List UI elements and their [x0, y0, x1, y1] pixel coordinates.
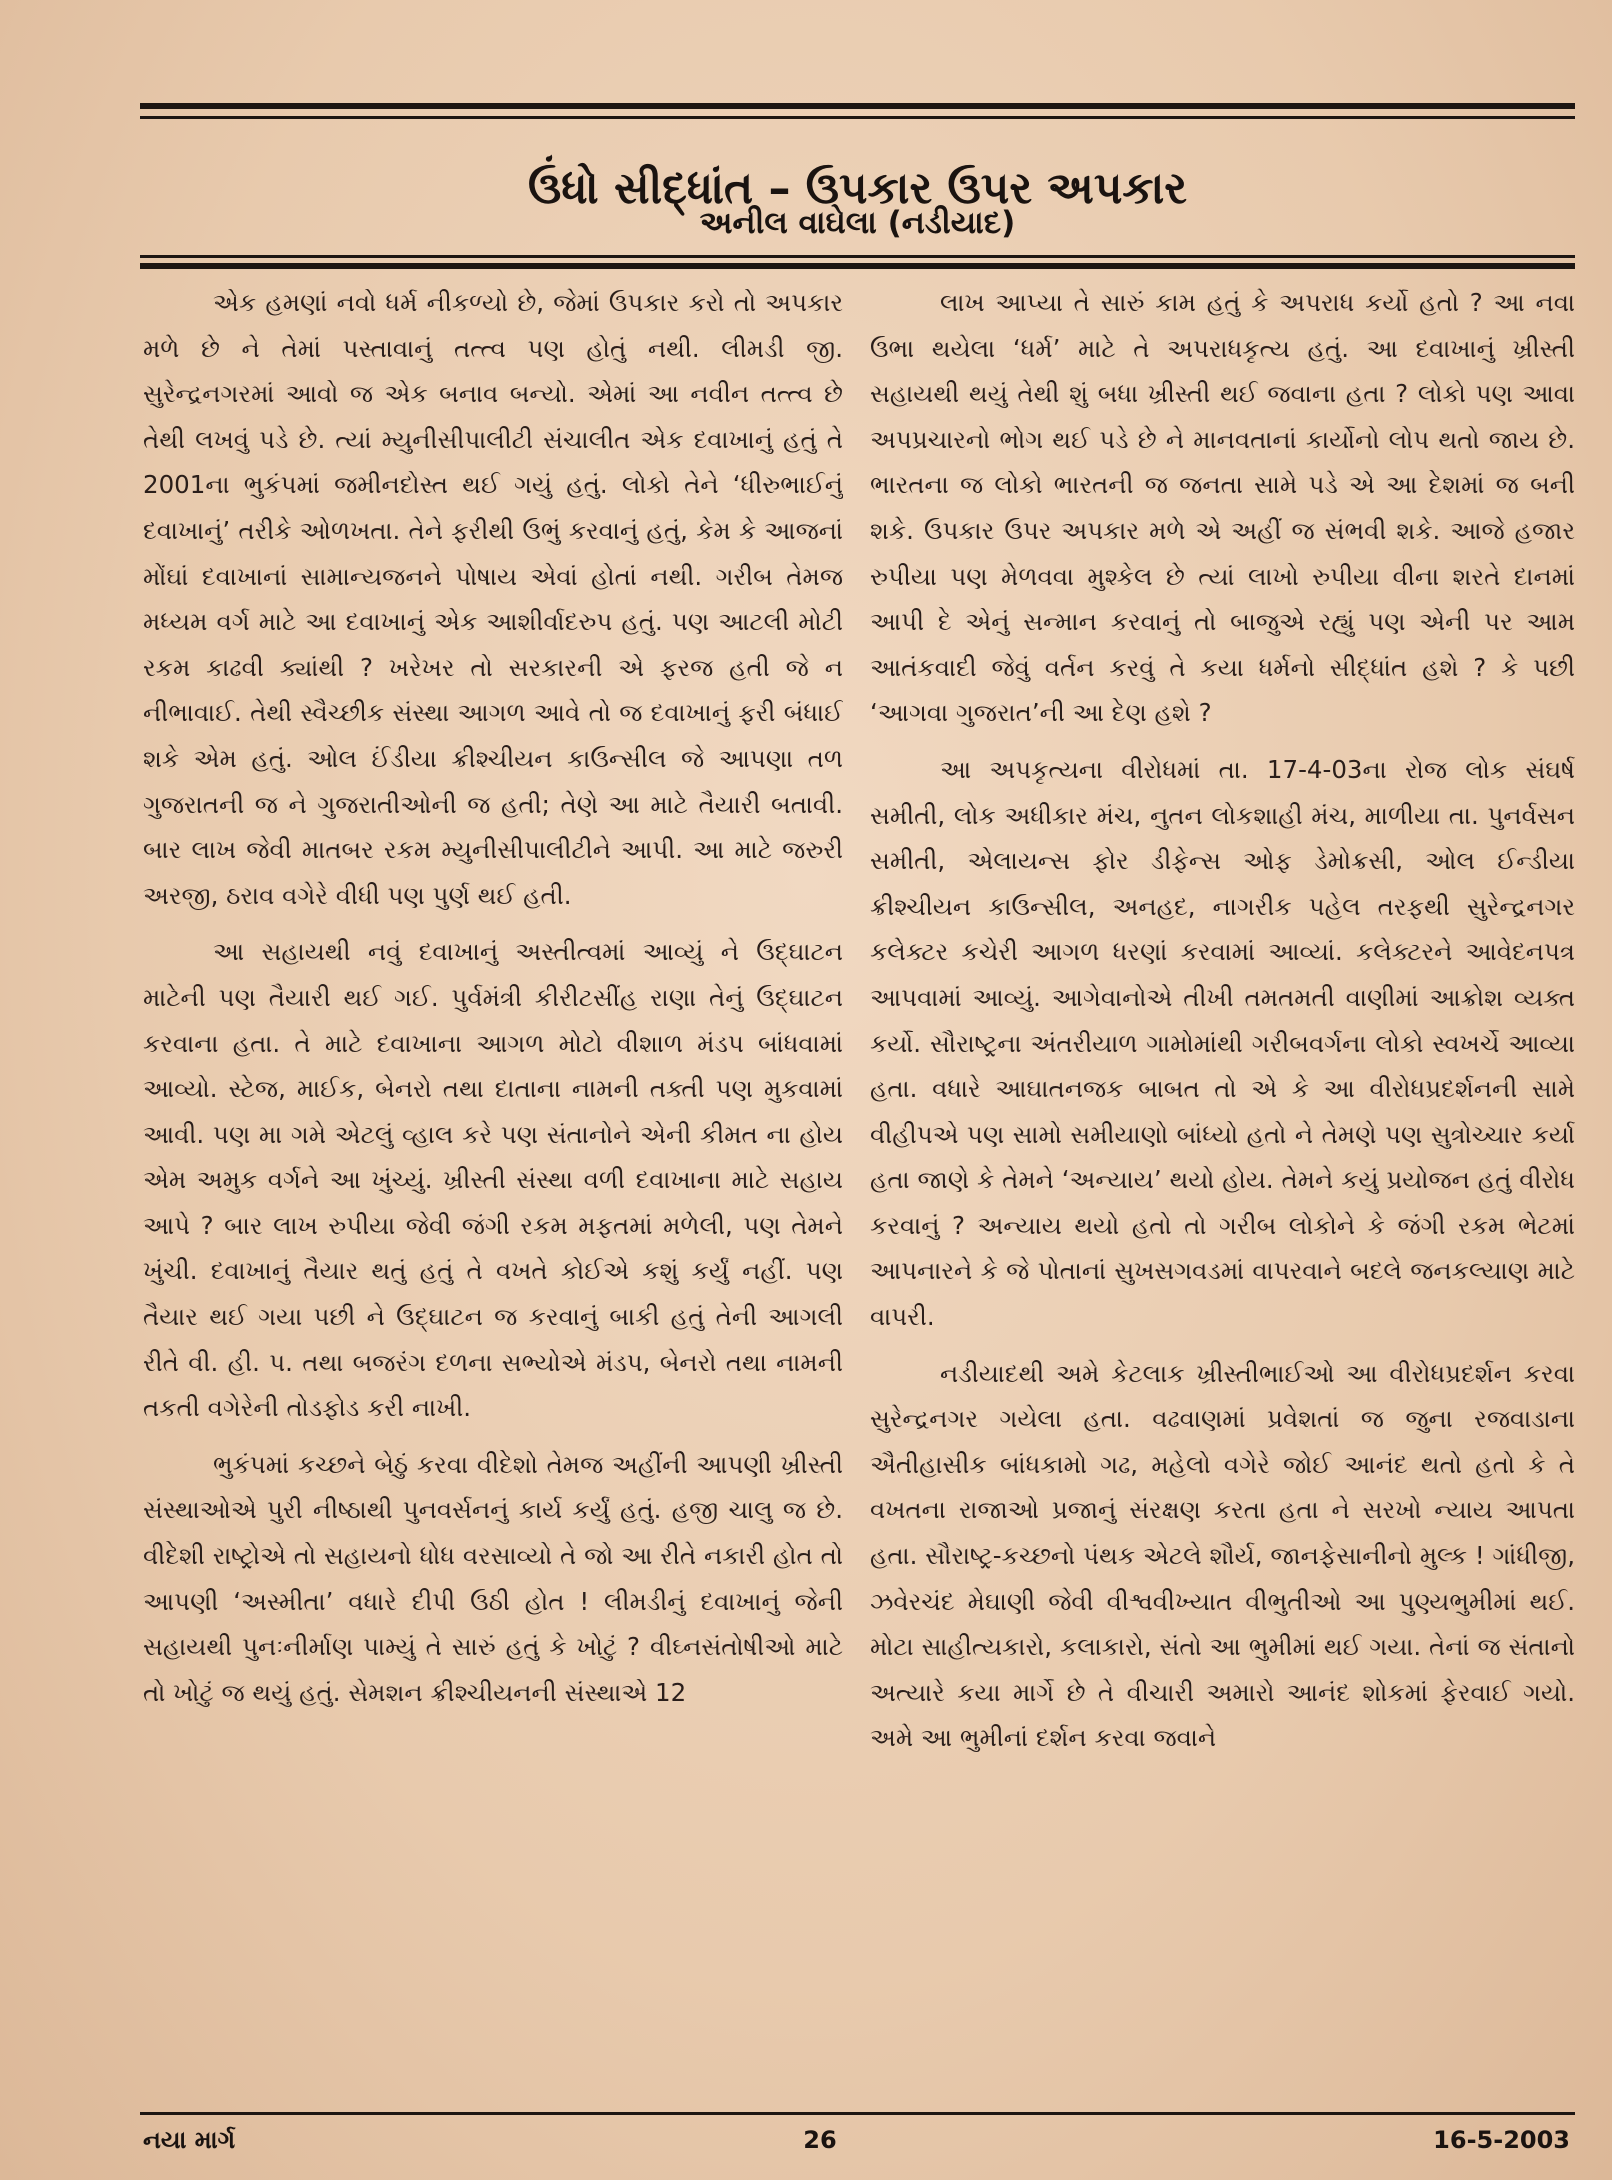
byline-rule-thick [140, 263, 1575, 269]
article-byline: અનીલ વાઘેલા (નડીયાદ) [699, 205, 1016, 241]
paragraph: આ સહાયથી નવું દવાખાનું અસ્તીત્વમાં આવ્યું ને ઉદ્ઘાટન માટેની પણ તૈયારી થઈ ગઈ. પુર્વમંત્રી કીરીટસીંહ રાણા તેનું ઉદ્ઘાટન કરવાના હતા. તે માટે દવાખાના આગળ મોટો વીશાળ મંડપ બાંધવામાં આવ્યો. સ્ટેજ, માઈક, બેનરો તથા દાતાના નામની તક્તી પણ મુકવામાં આવી. પણ મા ગમે એટલું વ્હાલ કરે પણ સંતાનોને એની કીમત ના હોય એમ અમુક વર્ગને આ ખુંચ્યું. ખ્રીસ્તી સંસ્થા વળી દવાખાના માટે સહાય આપે ? બાર લાખ રુપીયા જેવી જંગી રકમ મફતમાં મળેલી, પણ તેમને ખુંચી. દવાખાનું તૈયાર થતું હતું તે વખતે કોઈએ કશું કર્યું નહીં. પણ તૈયાર થઈ ગયા પછી ને ઉદ્ઘાટન જ કરવાનું બાકી હતું તેની આગલી રીતે વી. હી. પ. તથા બજરંગ દળના સભ્યોએ મંડપ, બેનરો તથા નામની તકતી વગેરેની તોડફોડ કરી નાખી. [143, 937, 843, 1423]
byline-rule-thin [140, 255, 1575, 258]
header-rule-thick [140, 103, 1575, 109]
footer-rule [140, 2112, 1575, 2115]
issue-date: 16-5-2003 [1433, 2126, 1570, 2154]
header-rule-thin [140, 116, 1575, 119]
article-title: ઉંધો સીદ્ધાંત – ઉપકાર ઉપર અપકાર [528, 163, 1187, 215]
paragraph: નડીયાદથી અમે કેટલાક ખ્રીસ્તીભાઈઓ આ વીરોધપ્રદર્શન કરવા સુરેન્દ્રનગર ગયેલા હતા. વઢવાણમાં પ્રવેશતાં જ જુના રજવાડાના ઐતીહાસીક બાંધકામો ગઢ, મહેલો વગેરે જોઈ આનંદ થતો હતો કે તે વખતના રાજાઓ પ્રજાનું સંરક્ષણ કરતા હતા ને સરખો ન્યાય આપતા હતા. સૌરાષ્ટ્ર-કચ્છનો પંથક એટલે શૌર્ય, જાનફેસાનીનો મુલ્ક ! ગાંધીજી, ઝવેરચંદ મેઘાણી જેવી વીશ્વવીખ્યાત વીભુતીઓ આ પુણ્યભુમીમાં થઈ. મોટા સાહીત્યકારો, કલાકારો, સંતો આ ભુમીમાં થઈ ગયા. તેનાં જ સંતાનો અત્યારે કયા માર્ગે છે તે વીચારી અમારો આનંદ શોકમાં ફેરવાઈ ગયો. અમે આ ભુમીનાં દર્શન કરવા જવાને [870, 1358, 1575, 1753]
right-column [870, 280, 1575, 2110]
page-number: 26 [803, 2126, 837, 2154]
paragraph: આ અપકૃત્યના વીરોધમાં તા. 17-4-03ના રોજ લોક સંઘર્ષ સમીતી, લોક અધીકાર મંચ, નુતન લોકશાહી મંચ, માળીયા તા. પુનર્વસન સમીતી, એલાયન્સ ફોર ડીફેન્સ ઓફ ડેમોક્રસી, ઓલ ઈન્ડીયા ક્રીશ્ચીયન કાઉન્સીલ, અનહદ, નાગરીક પહેલ તરફથી સુરેન્દ્રનગર કલેક્ટર કચેરી આગળ ધરણાં કરવામાં આવ્યાં. કલેક્ટરને આવેદનપત્ર આપવામાં આવ્યું. આગેવાનોએ તીખી તમતમતી વાણીમાં આક્રોશ વ્યક્ત કર્યો. સૌરાષ્ટ્રના અંતરીયાળ ગામોમાંથી ગરીબવર્ગના લોકો સ્વખર્ચે આવ્યા હતા. વધારે આઘાતનજક બાબત તો એ કે આ વીરોધપ્રદર્શનની સામે વીહીપએ પણ સામો સમીયાણો બાંધ્યો હતો ને તેમણે પણ સુત્રોચ્ચાર કર્યા હતા જાણે કે તેમને ‘અન્યાય’ થયો હોય. તેમને કયું પ્રયોજન હતું વીરોધ કરવાનું ? અન્યાય થયો હતો તો ગરીબ લોકોને કે જંગી રકમ ભેટમાં આપનારને કે જે પોતાનાં સુખસગવડમાં વાપરવાને બદલે જનકલ્યાણ માટે વાપરી. [870, 754, 1575, 1332]
paragraph: એક હમણાં નવો ધર્મ નીકળ્યો છે, જેમાં ઉપકાર કરો તો અપકાર મળે છે ને તેમાં પસ્તાવાનું તત્ત્વ પણ હોતું નથી. લીમડી જી. સુરેન્દ્રનગરમાં આવો જ એક બનાવ બન્યો. એમાં આ નવીન તત્ત્વ છે તેથી લખવું પડે છે. ત્યાં મ્યુનીસીપાલીટી સંચાલીત એક દવાખાનું હતું તે 2001ના ભુકંપમાં જમીનદોસ્ત થઈ ગયું હતું. લોકો તેને ‘ધીરુભાઈનું દવાખાનું’ તરીકે ઓળખતા. તેને ફરીથી ઉભું કરવાનું હતું, કેમ કે આજનાં મોંઘાં દવાખાનાં સામાન્યજનને પોષાય એવાં હોતાં નથી. ગરીબ તેમજ મધ્યમ વર્ગ માટે આ દવાખાનું એક આશીર્વાદરુપ હતું. પણ આટલી મોટી રકમ કાઢવી ક્યાંથી ? ખરેખર તો સરકારની એ ફરજ હતી જે ન નીભાવાઈ. તેથી સ્વૈચ્છીક સંસ્થા આગળ આવે તો જ દવાખાનું ફરી બંધાઈ શકે એમ હતું. ઓલ ઈંડીયા ક્રીશ્ચીયન કાઉન્સીલ જે આપણા તળ ગુજરાતની જ ને ગુજરાતીઓની જ હતી; તેણે આ માટે તૈયારી બતાવી. બાર લાખ જેવી માતબર રકમ મ્યુનીસીપાલીટીને આપી. આ માટે જરુરી અરજી, ઠરાવ વગેરે વીધી પણ પુર્ણ થઈ હતી. [143, 288, 843, 910]
paragraph: ભુકંપમાં કચ્છને બેઠું કરવા વીદેશો તેમજ અહીંની આપણી ખ્રીસ્તી સંસ્થાઓએ પુરી નીષ્ઠાથી પુનવર્સનનું કાર્ય કર્યું હતું. હજી ચાલુ જ છે. વીદેશી રાષ્ટ્રોએ તો સહાયનો ધોધ વરસાવ્યો તે જો આ રીતે નકારી હોત તો આપણી ‘અસ્મીતા’ વધારે દીપી ઉઠી હોત ! લીમડીનું દવાખાનું જેની સહાયથી પુનઃનીર્માણ પામ્યું તે સારું હતું કે ખોટું ? વીઘ્નસંતોષીઓ માટે તો ખોટું જ થયું હતું. સેમશન ક્રીશ્ચીયનની સંસ્થાએ 12 [143, 1449, 843, 1707]
left-column [143, 280, 843, 2110]
paragraph: લાખ આપ્યા તે સારું કામ હતું કે અપરાધ કર્યો હતો ? આ નવા ઉભા થયેલા ‘ધર્મ’ માટે તે અપરાધકૃત્ય હતું. આ દવાખાનું ખ્રીસ્તી સહાયથી થયું તેથી શું બધા ખ્રીસ્તી થઈ જવાના હતા ? લોકો પણ આવા અપપ્રચારનો ભોગ થઈ પડે છે ને માનવતાનાં કાર્યોનો લોપ થતો જાય છે. ભારતના જ લોકો ભારતની જ જનતા સામે પડે એ આ દેશમાં જ બની શકે. ઉપકાર ઉપર અપકાર મળે એ અહીં જ સંભવી શકે. આજે હજાર રુપીયા પણ મેળવવા મુશ્કેલ છે ત્યાં લાખો રુપીયા વીના શરતે દાનમાં આપી દે એનું સન્માન કરવાનું તો બાજુએ રહ્યું પણ એની પર આમ આતંકવાદી જેવું વર્તન કરવું તે કયા ધર્મનો સીદ્ધાંત હશે ? કે પછી ‘આગવા ગુજરાત’ની આ દેણ હશે ? [870, 288, 1575, 728]
publication-name: નયા માર્ગ [143, 2126, 236, 2154]
